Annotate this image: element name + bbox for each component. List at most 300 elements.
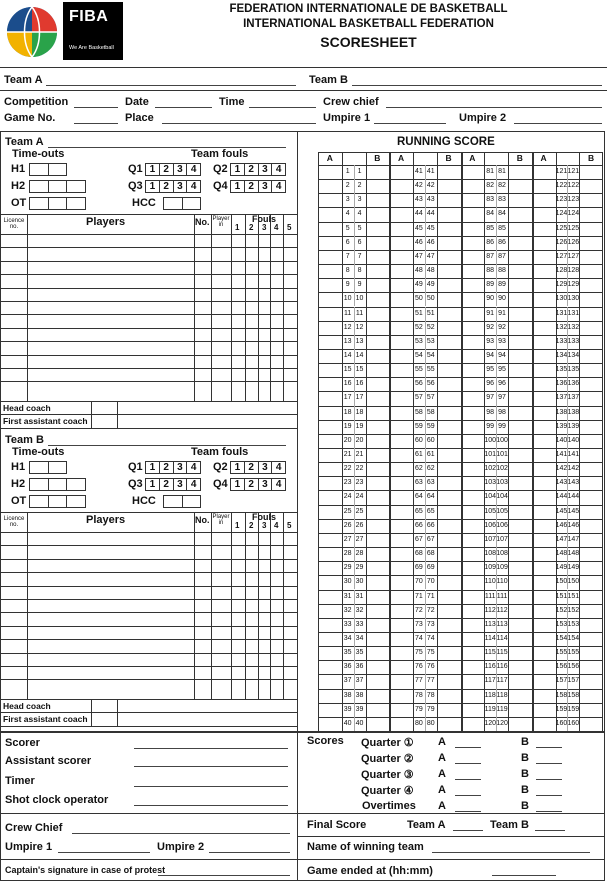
field-q2-b[interactable] — [536, 754, 562, 764]
score-b-61[interactable]: 61 — [426, 451, 435, 458]
score-a-135[interactable]: 135 — [555, 366, 568, 374]
score-a-96[interactable]: 96 — [486, 380, 495, 388]
score-a-82[interactable]: 82 — [486, 182, 495, 190]
score-a-25[interactable]: 25 — [343, 507, 352, 515]
score-b-6[interactable]: 6 — [357, 238, 362, 246]
team-b-h1-timeout-boxes[interactable] — [29, 461, 67, 474]
score-a-41[interactable]: 41 — [415, 168, 423, 175]
score-a-68[interactable]: 68 — [415, 550, 423, 558]
score-a-6[interactable]: 6 — [345, 238, 350, 246]
score-b-112[interactable]: 112 — [496, 606, 508, 614]
score-a-47[interactable]: 47 — [415, 252, 423, 260]
field-time[interactable] — [249, 98, 316, 108]
score-a-113[interactable]: 113 — [484, 620, 496, 628]
score-a-144[interactable]: 144 — [555, 493, 568, 501]
score-a-42[interactable]: 42 — [415, 182, 423, 190]
score-a-17[interactable]: 17 — [343, 394, 352, 402]
score-a-24[interactable]: 24 — [343, 493, 352, 501]
score-b-38[interactable]: 38 — [355, 691, 364, 699]
team-a-player-row[interactable] — [0, 274, 297, 275]
score-b-17[interactable]: 17 — [355, 394, 364, 402]
score-b-86[interactable]: 86 — [498, 238, 506, 246]
team-a-name-field[interactable] — [48, 138, 286, 148]
score-a-23[interactable]: 23 — [343, 479, 352, 487]
score-b-76[interactable]: 76 — [426, 663, 435, 671]
score-a-38[interactable]: 38 — [343, 691, 352, 699]
team-a-player-row[interactable] — [0, 288, 297, 289]
score-a-75[interactable]: 75 — [415, 649, 423, 657]
score-a-5[interactable]: 5 — [345, 224, 350, 232]
score-a-88[interactable]: 88 — [486, 267, 495, 275]
score-a-73[interactable]: 73 — [415, 620, 423, 628]
score-b-5[interactable]: 5 — [357, 224, 362, 232]
score-a-81[interactable]: 81 — [486, 168, 495, 175]
score-a-143[interactable]: 143 — [555, 479, 568, 487]
score-a-69[interactable]: 69 — [415, 564, 423, 572]
score-b-43[interactable]: 43 — [426, 196, 435, 204]
score-b-134[interactable]: 134 — [567, 351, 580, 359]
score-a-95[interactable]: 95 — [486, 366, 495, 374]
team-b-player-row[interactable] — [0, 532, 297, 533]
score-a-97[interactable]: 97 — [486, 394, 495, 402]
score-a-142[interactable]: 142 — [555, 465, 568, 473]
score-b-140[interactable]: 140 — [567, 436, 580, 444]
score-a-40[interactable]: 40 — [343, 719, 352, 727]
score-b-158[interactable]: 158 — [567, 691, 580, 699]
team-b-q1-foul-boxes[interactable] — [145, 461, 201, 474]
team-a-h1-timeout-boxes[interactable] — [29, 163, 67, 176]
score-a-151[interactable]: 151 — [555, 592, 568, 600]
score-b-152[interactable]: 152 — [567, 606, 580, 614]
score-b-99[interactable]: 99 — [498, 422, 506, 430]
score-a-70[interactable]: 70 — [415, 578, 423, 586]
score-b-133[interactable]: 133 — [567, 337, 580, 345]
score-b-30[interactable]: 30 — [355, 578, 364, 586]
score-a-76[interactable]: 76 — [415, 663, 423, 671]
score-a-33[interactable]: 33 — [343, 620, 352, 628]
team-a-h2-timeout-boxes[interactable] — [29, 180, 86, 193]
score-b-90[interactable]: 90 — [498, 295, 506, 303]
score-b-130[interactable]: 130 — [567, 295, 580, 303]
score-b-121[interactable]: 121 — [567, 168, 580, 175]
score-a-103[interactable]: 103 — [484, 479, 497, 487]
team-a-player-row[interactable] — [0, 328, 297, 329]
score-a-111[interactable]: 111 — [484, 592, 496, 600]
score-a-118[interactable]: 118 — [484, 691, 496, 699]
score-b-51[interactable]: 51 — [426, 309, 435, 317]
score-b-101[interactable]: 101 — [496, 451, 508, 458]
score-a-108[interactable]: 108 — [484, 550, 497, 558]
score-b-12[interactable]: 12 — [355, 323, 364, 331]
score-a-157[interactable]: 157 — [555, 677, 568, 685]
score-b-54[interactable]: 54 — [426, 351, 435, 359]
score-b-110[interactable]: 110 — [496, 578, 508, 586]
score-a-61[interactable]: 61 — [415, 451, 423, 458]
field-scorer[interactable] — [134, 739, 288, 749]
score-b-82[interactable]: 82 — [498, 182, 506, 190]
score-a-65[interactable]: 65 — [415, 507, 423, 515]
score-b-1[interactable]: 1 — [357, 168, 362, 175]
score-b-115[interactable]: 115 — [496, 649, 508, 657]
score-b-23[interactable]: 23 — [355, 479, 364, 487]
score-a-46[interactable]: 46 — [415, 238, 423, 246]
score-a-9[interactable]: 9 — [345, 281, 350, 289]
score-a-136[interactable]: 136 — [555, 380, 568, 388]
score-b-56[interactable]: 56 — [426, 380, 435, 388]
team-a-player-row[interactable] — [0, 381, 297, 382]
score-b-27[interactable]: 27 — [355, 535, 364, 543]
team-a-player-row[interactable] — [0, 355, 297, 356]
score-a-138[interactable]: 138 — [555, 408, 568, 416]
score-b-92[interactable]: 92 — [498, 323, 506, 331]
score-b-50[interactable]: 50 — [426, 295, 435, 303]
score-b-155[interactable]: 155 — [567, 649, 580, 657]
score-b-89[interactable]: 89 — [498, 281, 506, 289]
team-a-q3-foul-boxes[interactable] — [145, 180, 201, 193]
score-b-156[interactable]: 156 — [567, 663, 580, 671]
score-b-160[interactable]: 160 — [567, 719, 580, 727]
score-b-116[interactable]: 116 — [496, 663, 508, 671]
score-a-52[interactable]: 52 — [415, 323, 423, 331]
score-a-74[interactable]: 74 — [415, 634, 423, 642]
score-b-15[interactable]: 15 — [355, 366, 364, 374]
field-game-no[interactable] — [74, 114, 118, 124]
score-a-128[interactable]: 128 — [555, 267, 568, 275]
score-a-121[interactable]: 121 — [555, 168, 568, 175]
score-b-144[interactable]: 144 — [567, 493, 580, 501]
team-b-player-row[interactable] — [0, 639, 297, 640]
score-a-159[interactable]: 159 — [555, 705, 568, 713]
score-b-108[interactable]: 108 — [496, 550, 508, 558]
score-b-53[interactable]: 53 — [426, 337, 435, 345]
score-a-123[interactable]: 123 — [555, 196, 568, 204]
team-b-hcc-boxes[interactable] — [163, 495, 201, 508]
score-b-69[interactable]: 69 — [426, 564, 435, 572]
team-b-player-row[interactable] — [0, 559, 297, 560]
score-a-71[interactable]: 71 — [415, 592, 423, 600]
score-b-21[interactable]: 21 — [355, 451, 364, 458]
score-a-129[interactable]: 129 — [555, 281, 568, 289]
field-overtimes-b[interactable] — [536, 802, 562, 812]
score-a-119[interactable]: 119 — [484, 705, 496, 713]
team-b-player-row[interactable] — [0, 599, 297, 600]
score-b-79[interactable]: 79 — [426, 705, 435, 713]
score-a-4[interactable]: 4 — [345, 210, 350, 218]
score-b-60[interactable]: 60 — [426, 436, 435, 444]
score-b-2[interactable]: 2 — [357, 182, 362, 190]
score-b-36[interactable]: 36 — [355, 663, 364, 671]
field-timer[interactable] — [134, 777, 288, 787]
score-a-122[interactable]: 122 — [555, 182, 568, 190]
score-b-136[interactable]: 136 — [567, 380, 580, 388]
score-a-102[interactable]: 102 — [484, 465, 497, 473]
field-q2-a[interactable] — [455, 754, 481, 764]
score-a-114[interactable]: 114 — [484, 634, 496, 642]
score-a-90[interactable]: 90 — [486, 295, 495, 303]
score-b-81[interactable]: 81 — [498, 168, 506, 175]
score-b-96[interactable]: 96 — [498, 380, 506, 388]
score-a-30[interactable]: 30 — [343, 578, 352, 586]
score-b-120[interactable]: 120 — [496, 719, 508, 727]
score-a-63[interactable]: 63 — [415, 479, 423, 487]
score-a-20[interactable]: 20 — [343, 436, 352, 444]
score-a-45[interactable]: 45 — [415, 224, 423, 232]
score-b-26[interactable]: 26 — [355, 521, 364, 529]
team-b-q2-foul-boxes[interactable] — [230, 461, 286, 474]
score-a-153[interactable]: 153 — [555, 620, 568, 628]
score-b-7[interactable]: 7 — [357, 252, 362, 260]
score-a-54[interactable]: 54 — [415, 351, 423, 359]
score-b-100[interactable]: 100 — [496, 436, 508, 444]
score-b-123[interactable]: 123 — [567, 196, 580, 204]
score-b-4[interactable]: 4 — [357, 210, 362, 218]
team-a-q4-foul-boxes[interactable] — [230, 180, 286, 193]
score-a-32[interactable]: 32 — [343, 606, 352, 614]
score-b-143[interactable]: 143 — [567, 479, 580, 487]
score-b-93[interactable]: 93 — [498, 337, 506, 345]
score-b-67[interactable]: 67 — [426, 535, 435, 543]
score-b-35[interactable]: 35 — [355, 649, 364, 657]
score-b-119[interactable]: 119 — [496, 705, 508, 713]
score-a-1[interactable]: 1 — [345, 168, 350, 175]
score-b-127[interactable]: 127 — [567, 252, 580, 260]
score-b-154[interactable]: 154 — [567, 634, 580, 642]
score-b-52[interactable]: 52 — [426, 323, 435, 331]
score-b-105[interactable]: 105 — [496, 507, 508, 515]
score-a-139[interactable]: 139 — [555, 422, 568, 430]
score-a-99[interactable]: 99 — [486, 422, 495, 430]
field-shot-clock-operator[interactable] — [134, 796, 288, 806]
score-a-152[interactable]: 152 — [555, 606, 568, 614]
field-q4-a[interactable] — [455, 786, 481, 796]
score-b-55[interactable]: 55 — [426, 366, 435, 374]
score-b-125[interactable]: 125 — [567, 224, 580, 232]
score-b-32[interactable]: 32 — [355, 606, 364, 614]
score-a-7[interactable]: 7 — [345, 252, 350, 260]
field-winning-team[interactable] — [432, 843, 590, 853]
score-b-77[interactable]: 77 — [426, 677, 435, 685]
score-b-45[interactable]: 45 — [426, 224, 435, 232]
score-b-72[interactable]: 72 — [426, 606, 435, 614]
score-a-67[interactable]: 67 — [415, 535, 423, 543]
score-a-26[interactable]: 26 — [343, 521, 352, 529]
score-a-50[interactable]: 50 — [415, 295, 423, 303]
score-b-106[interactable]: 106 — [496, 521, 508, 529]
score-b-70[interactable]: 70 — [426, 578, 435, 586]
score-a-132[interactable]: 132 — [555, 323, 568, 331]
score-a-101[interactable]: 101 — [484, 451, 497, 458]
score-a-125[interactable]: 125 — [555, 224, 568, 232]
score-b-159[interactable]: 159 — [567, 705, 580, 713]
score-b-20[interactable]: 20 — [355, 436, 364, 444]
score-a-112[interactable]: 112 — [484, 606, 496, 614]
score-b-88[interactable]: 88 — [498, 267, 506, 275]
score-a-34[interactable]: 34 — [343, 634, 352, 642]
field-overtimes-a[interactable] — [455, 802, 481, 812]
field-crew-chief-bottom[interactable] — [72, 824, 290, 834]
score-b-149[interactable]: 149 — [567, 564, 580, 572]
team-b-player-row[interactable] — [0, 572, 297, 573]
score-a-107[interactable]: 107 — [484, 535, 497, 543]
score-a-77[interactable]: 77 — [415, 677, 423, 685]
score-b-113[interactable]: 113 — [496, 620, 508, 628]
score-b-11[interactable]: 11 — [355, 309, 364, 317]
score-b-142[interactable]: 142 — [567, 465, 580, 473]
score-a-140[interactable]: 140 — [555, 436, 568, 444]
score-b-150[interactable]: 150 — [567, 578, 580, 586]
score-a-79[interactable]: 79 — [415, 705, 423, 713]
score-b-9[interactable]: 9 — [357, 281, 362, 289]
score-b-124[interactable]: 124 — [567, 210, 580, 218]
score-b-87[interactable]: 87 — [498, 252, 506, 260]
score-a-156[interactable]: 156 — [555, 663, 568, 671]
score-b-98[interactable]: 98 — [498, 408, 506, 416]
score-b-48[interactable]: 48 — [426, 267, 435, 275]
score-a-127[interactable]: 127 — [555, 252, 568, 260]
score-a-147[interactable]: 147 — [555, 535, 568, 543]
score-a-160[interactable]: 160 — [555, 719, 568, 727]
score-b-102[interactable]: 102 — [496, 465, 508, 473]
score-b-24[interactable]: 24 — [355, 493, 364, 501]
score-b-109[interactable]: 109 — [496, 564, 508, 572]
score-a-48[interactable]: 48 — [415, 267, 423, 275]
score-b-75[interactable]: 75 — [426, 649, 435, 657]
score-b-151[interactable]: 151 — [567, 592, 580, 600]
score-b-39[interactable]: 39 — [355, 705, 364, 713]
score-a-35[interactable]: 35 — [343, 649, 352, 657]
score-b-118[interactable]: 118 — [496, 691, 508, 699]
score-b-128[interactable]: 128 — [567, 267, 580, 275]
score-b-64[interactable]: 64 — [426, 493, 435, 501]
score-a-2[interactable]: 2 — [345, 182, 350, 190]
team-a-player-row[interactable] — [0, 314, 297, 315]
field-place[interactable] — [162, 114, 316, 124]
score-b-44[interactable]: 44 — [426, 210, 435, 218]
score-a-120[interactable]: 120 — [484, 719, 497, 727]
team-a-player-row[interactable] — [0, 368, 297, 369]
team-a-player-row[interactable] — [0, 261, 297, 262]
score-a-137[interactable]: 137 — [555, 394, 568, 402]
field-assistant-scorer[interactable] — [134, 757, 288, 767]
field-crew-chief[interactable] — [386, 98, 602, 108]
field-team-a[interactable] — [46, 76, 296, 86]
score-b-129[interactable]: 129 — [567, 281, 580, 289]
score-a-131[interactable]: 131 — [555, 309, 568, 317]
score-b-147[interactable]: 147 — [567, 535, 580, 543]
score-a-12[interactable]: 12 — [343, 323, 352, 331]
team-b-player-row[interactable] — [0, 626, 297, 627]
score-b-49[interactable]: 49 — [426, 281, 435, 289]
score-b-42[interactable]: 42 — [426, 182, 435, 190]
score-a-51[interactable]: 51 — [415, 309, 423, 317]
score-b-97[interactable]: 97 — [498, 394, 506, 402]
field-final-team-a[interactable] — [453, 821, 483, 831]
team-a-q1-foul-boxes[interactable] — [145, 163, 201, 176]
score-b-33[interactable]: 33 — [355, 620, 364, 628]
score-a-11[interactable]: 11 — [344, 309, 352, 317]
score-a-13[interactable]: 13 — [343, 337, 352, 345]
score-a-149[interactable]: 149 — [555, 564, 568, 572]
score-a-14[interactable]: 14 — [343, 351, 352, 359]
team-b-name-field[interactable] — [48, 436, 286, 446]
field-umpire-2[interactable] — [514, 114, 602, 124]
score-b-19[interactable]: 19 — [355, 422, 364, 430]
score-b-65[interactable]: 65 — [426, 507, 435, 515]
field-umpire-1[interactable] — [374, 114, 446, 124]
field-umpire-2-bottom[interactable] — [209, 843, 290, 853]
score-a-86[interactable]: 86 — [486, 238, 495, 246]
score-a-109[interactable]: 109 — [484, 564, 497, 572]
score-a-37[interactable]: 37 — [343, 677, 352, 685]
score-a-39[interactable]: 39 — [343, 705, 352, 713]
score-a-80[interactable]: 80 — [415, 719, 423, 727]
score-a-43[interactable]: 43 — [415, 196, 423, 204]
score-a-27[interactable]: 27 — [343, 535, 352, 543]
score-b-131[interactable]: 131 — [567, 309, 580, 317]
score-b-28[interactable]: 28 — [355, 550, 364, 558]
score-a-134[interactable]: 134 — [555, 351, 568, 359]
score-a-104[interactable]: 104 — [484, 493, 497, 501]
score-a-56[interactable]: 56 — [415, 380, 423, 388]
score-a-21[interactable]: 21 — [343, 451, 352, 458]
team-b-player-row[interactable] — [0, 653, 297, 654]
score-a-158[interactable]: 158 — [555, 691, 568, 699]
score-b-117[interactable]: 117 — [496, 677, 508, 685]
team-b-player-row[interactable] — [0, 586, 297, 587]
score-b-132[interactable]: 132 — [567, 323, 580, 331]
score-a-55[interactable]: 55 — [415, 366, 423, 374]
team-b-q4-foul-boxes[interactable] — [230, 478, 286, 491]
team-a-player-row[interactable] — [0, 234, 297, 235]
score-b-14[interactable]: 14 — [355, 351, 364, 359]
score-b-16[interactable]: 16 — [355, 380, 364, 388]
score-a-124[interactable]: 124 — [555, 210, 568, 218]
field-umpire-1-bottom[interactable] — [58, 843, 150, 853]
score-a-8[interactable]: 8 — [345, 267, 350, 275]
team-b-q3-foul-boxes[interactable] — [145, 478, 201, 491]
score-b-107[interactable]: 107 — [496, 535, 508, 543]
score-a-133[interactable]: 133 — [555, 337, 568, 345]
team-b-player-row[interactable] — [0, 612, 297, 613]
score-a-78[interactable]: 78 — [415, 691, 423, 699]
score-a-28[interactable]: 28 — [343, 550, 352, 558]
field-q3-b[interactable] — [536, 770, 562, 780]
score-a-31[interactable]: 31 — [343, 592, 352, 600]
score-a-91[interactable]: 91 — [486, 309, 495, 317]
score-b-10[interactable]: 10 — [355, 295, 364, 303]
score-b-18[interactable]: 18 — [355, 408, 364, 416]
score-a-117[interactable]: 117 — [484, 677, 496, 685]
field-game-ended[interactable] — [492, 866, 556, 876]
score-a-62[interactable]: 62 — [415, 465, 423, 473]
score-a-59[interactable]: 59 — [415, 422, 423, 430]
score-b-138[interactable]: 138 — [567, 408, 580, 416]
score-b-94[interactable]: 94 — [498, 351, 506, 359]
score-a-89[interactable]: 89 — [486, 281, 495, 289]
score-a-94[interactable]: 94 — [486, 351, 495, 359]
score-a-150[interactable]: 150 — [555, 578, 568, 586]
score-a-93[interactable]: 93 — [486, 337, 495, 345]
score-a-106[interactable]: 106 — [484, 521, 497, 529]
team-b-ot-timeout-boxes[interactable] — [29, 495, 86, 508]
score-b-13[interactable]: 13 — [355, 337, 364, 345]
score-b-57[interactable]: 57 — [426, 394, 435, 402]
team-b-h2-timeout-boxes[interactable] — [29, 478, 86, 491]
score-b-29[interactable]: 29 — [355, 564, 364, 572]
score-a-105[interactable]: 105 — [484, 507, 497, 515]
score-a-100[interactable]: 100 — [484, 436, 497, 444]
score-a-15[interactable]: 15 — [343, 366, 352, 374]
